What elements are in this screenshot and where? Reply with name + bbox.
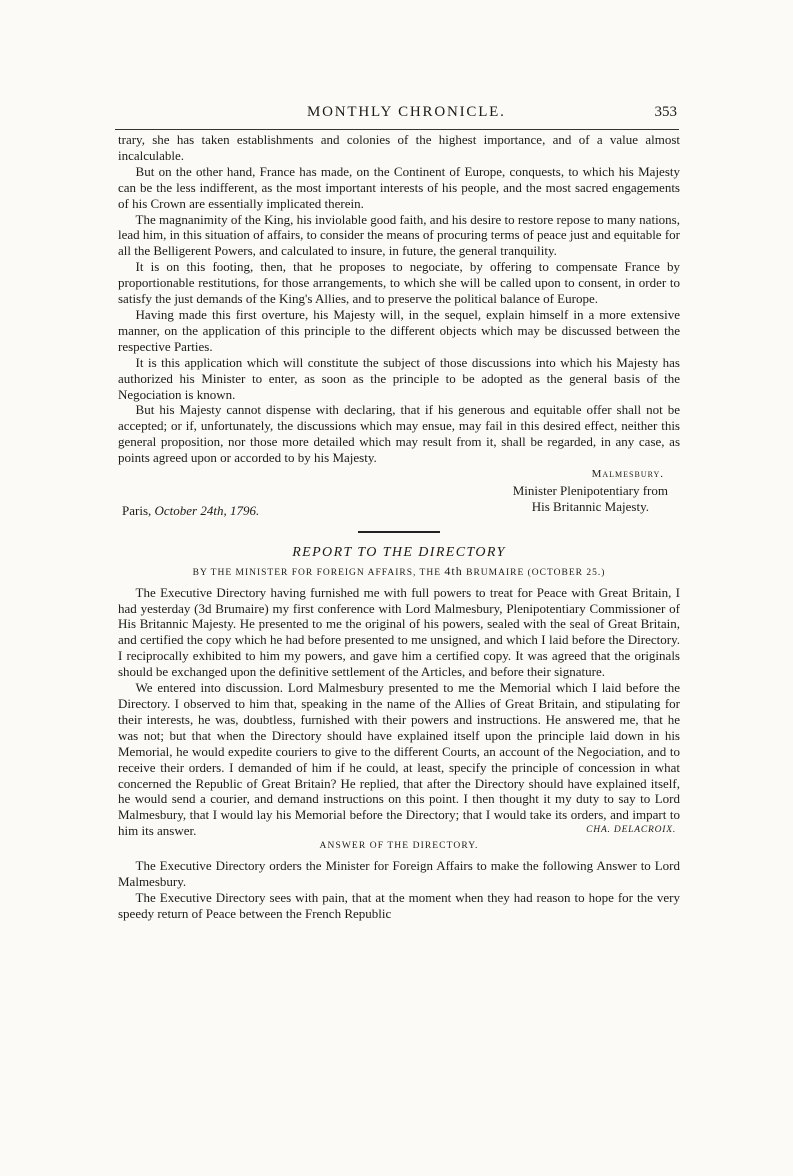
signatory-role-line: Minister Plenipotentiary from	[512, 482, 668, 498]
section-divider	[358, 531, 440, 533]
signatory-role	[513, 483, 668, 515]
paragraph: The Executive Directory having furnished me with full powers to treat for Peace with Great Britain, I had yesterday (3d Brumaire) my first conference with Lord Malmesbury, Plenipotentiary Commissioner of His Britannic Majesty. He presented to me the original of his powers, sealed with the seal of Great Britain, and certified the copy which he had before presented to me unsigned, and which I laid before the Directory. I reciprocally exhibited to him my powers, and gave him a certified copy. It was agreed that the originals should be exchanged upon the definitive settlement of the Articles, and before their signature.	[118, 584, 680, 680]
subtitle-part: BY THE MINISTER FOR FOREIGN AFFAIRS, THE	[192, 567, 445, 578]
place-text: Paris,	[122, 502, 155, 518]
page-number: 353	[654, 104, 677, 120]
paragraph: It is on this footing, then, that he proposes to negociate, by offering to compensate France by proportionable restitutions, for those arrangements, to which she will be called upon to consent, in order to satisfy the just demands of the King's Allies, and to preserve the political balance of Europe.	[118, 259, 680, 307]
running-head	[121, 104, 677, 124]
paragraph: The Executive Directory sees with pain, that at the moment when they had reason to hope for the very speedy return of Peace between the French Republic	[118, 889, 680, 921]
running-title: MONTHLY CHRONICLE.	[307, 104, 506, 120]
letter-closing	[118, 483, 680, 519]
header-rule	[115, 129, 679, 130]
signatory-role-line: His Britannic Majesty.	[531, 498, 649, 514]
date-text: October 24th, 1796.	[154, 502, 260, 518]
paragraph: But his Majesty cannot dispense with declaring, that if his generous and equitable offer shall not be accepted; or if, unfortunately, the discussions which may ensue, may fail in this desired effect, neither this general proposition, nor those more detailed which may result from it, shall be regarded, in any case, as points agreed upon or accorded to by his Majesty.	[118, 402, 680, 466]
subtitle-part: BRUMAIRE (OCTOBER 25.)	[462, 567, 606, 578]
paragraph: The Executive Directory orders the Minister for Foreign Affairs to make the following Answer to Lord Malmesbury.	[118, 857, 680, 889]
place-date	[122, 503, 259, 519]
page-content	[118, 132, 680, 922]
paragraph: trary, she has taken establishments and colonies of the highest importance, and of a value almost incalculable.	[118, 132, 680, 163]
section-title: REPORT TO THE DIRECTORY	[292, 544, 506, 560]
subtitle-part: 4th	[444, 563, 463, 578]
report-signature: CHA. DELACROIX.	[586, 825, 676, 836]
paragraph: We entered into discussion. Lord Malmesbury presented to me the Memorial which I laid before the Directory. I observed to him that, speaking in the name of the Allies of Great Britain, and stipulating for their interests, he was, doubtless, furnished with their powers and instructions. He answered me, that he was not; but that when the Directory should have explained itself upon the principle laid down in his Memorial, he would expedite couriers to give to the different Courts, an account of the Negociation, and to receive their orders. I demanded of him if he could, at least, specify the principle of concession in what concerned the Republic of Great Britain? He replied, that after the Directory should have explained itself, he would send a courier, and demand instructions on this point. I then thought it my duty to say to Lord Malmesbury, that I would lay his Memorial before the Directory; that I would take its orders, and impart to him its answer.	[118, 680, 680, 839]
paragraph: Having made this first overture, his Majesty will, in the sequel, explain himself in a more extensive manner, on the application of this principle to the different objects which may be discussed between the respective Parties.	[118, 306, 680, 354]
section-subtitle	[118, 564, 680, 582]
paragraph: But on the other hand, France has made, on the Continent of Europe, conquests, to which his Majesty can be the less indifferent, as the most important interests of his people, and the most sacred engagements of his Crown are essentially implicated therein.	[118, 163, 680, 211]
answer-heading: ANSWER OF THE DIRECTORY.	[319, 841, 479, 852]
paragraph: The magnanimity of the King, his inviolable good faith, and his desire to restore repose to many nations, lead him, in this situation of affairs, to consider the means of procuring terms of peace just and equitable for all the Belligerent Powers, and calculated to insure, in future, the general tranquility.	[118, 211, 680, 259]
paragraph: It is this application which will constitute the subject of those discussions into which his Majesty has authorized his Minister to enter, as soon as the principle to be adopted as the general basis of the Negociation is known.	[118, 354, 680, 402]
letter-signature: Malmesbury.	[591, 468, 664, 481]
